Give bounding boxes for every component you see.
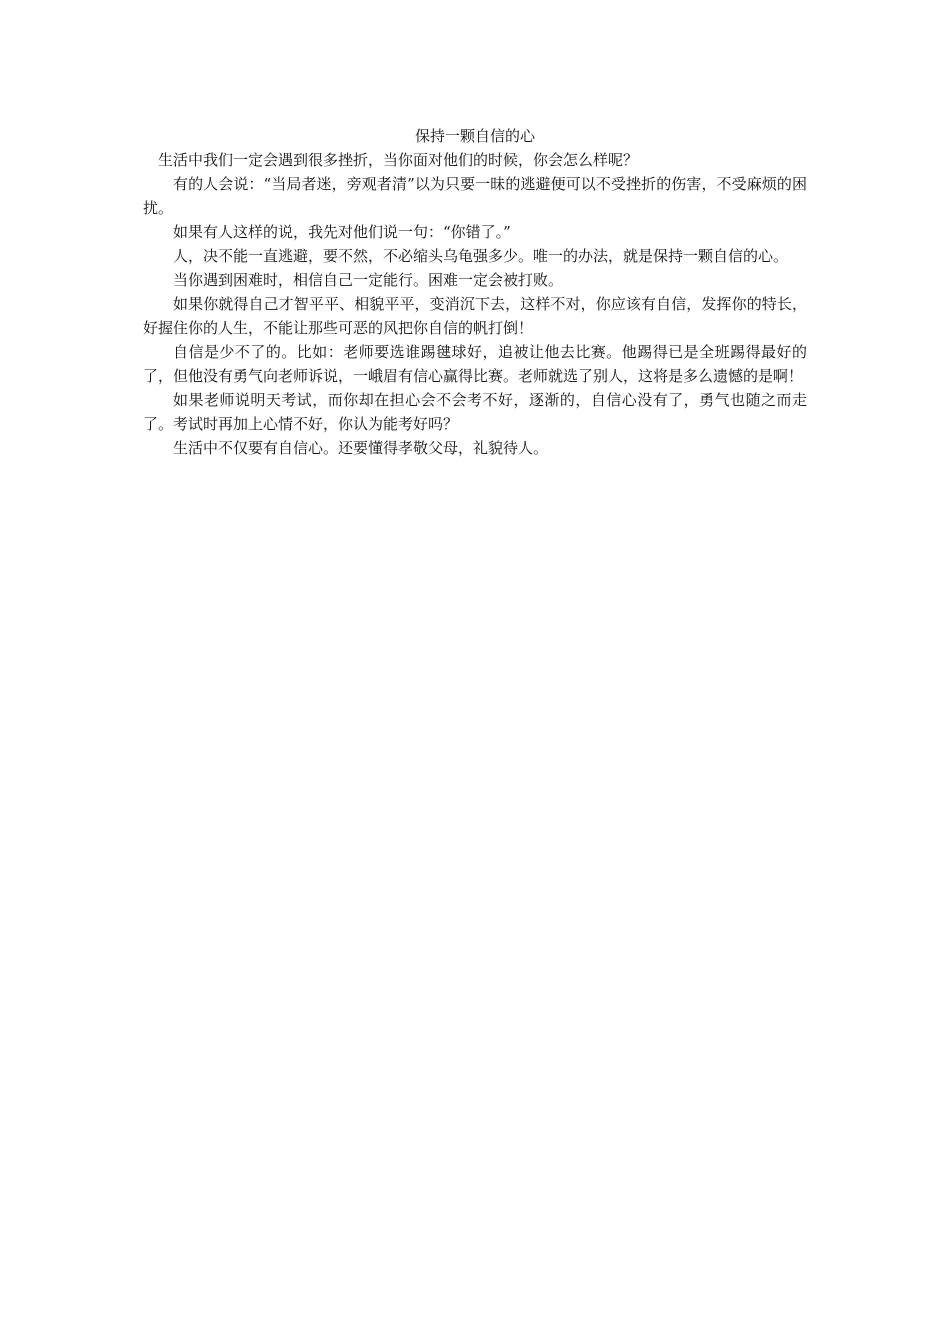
paragraph: 人，决不能一直逃避，要不然，不必缩头乌龟强多少。唯一的办法，就是保持一颗自信的心。 bbox=[173, 247, 789, 265]
paragraph: 生活中不仅要有自信心。还要懂得孝敬父母，礼貌待人。 bbox=[173, 439, 549, 457]
paragraph: 当你遇到困难时，相信自己一定能行。困难一定会被打败。 bbox=[173, 271, 564, 289]
document-page bbox=[143, 124, 807, 460]
paragraph: 如果老师说明天考试，而你却在担心会不会考不好，逐渐的，自信心没有了，勇气也随之而走了。考试时再加上心情不好，你认为能考好吗？ bbox=[143, 391, 807, 433]
document-title: 保持一颗自信的心 bbox=[414, 127, 535, 145]
paragraph: 自信是少不了的。比如：老师要选谁踢毽球好，追被让他去比赛。他踢得已是全班踢得最好的了，但他没有勇气向老师诉说，一峨眉有信心赢得比赛。老师就选了别人，这将是多么遗憾的是啊！ bbox=[143, 343, 807, 385]
paragraph: 生活中我们一定会遇到很多挫折，当你面对他们的时候，你会怎么样呢？ bbox=[158, 151, 639, 169]
paragraph: 有的人会说：“当局者迷，旁观者清”以为只要一昧的逃避便可以不受挫折的伤害，不受麻烦的困扰。 bbox=[143, 175, 807, 217]
paragraph: 如果你就得自己才智平平、相貌平平，变消沉下去，这样不对，你应该有自信，发挥你的特长，好握住你的人生，不能让那些可恶的风把你自信的帆打倒！ bbox=[143, 295, 807, 337]
paragraph: 如果有人这样的说，我先对他们说一句：“你错了。” bbox=[173, 223, 511, 241]
